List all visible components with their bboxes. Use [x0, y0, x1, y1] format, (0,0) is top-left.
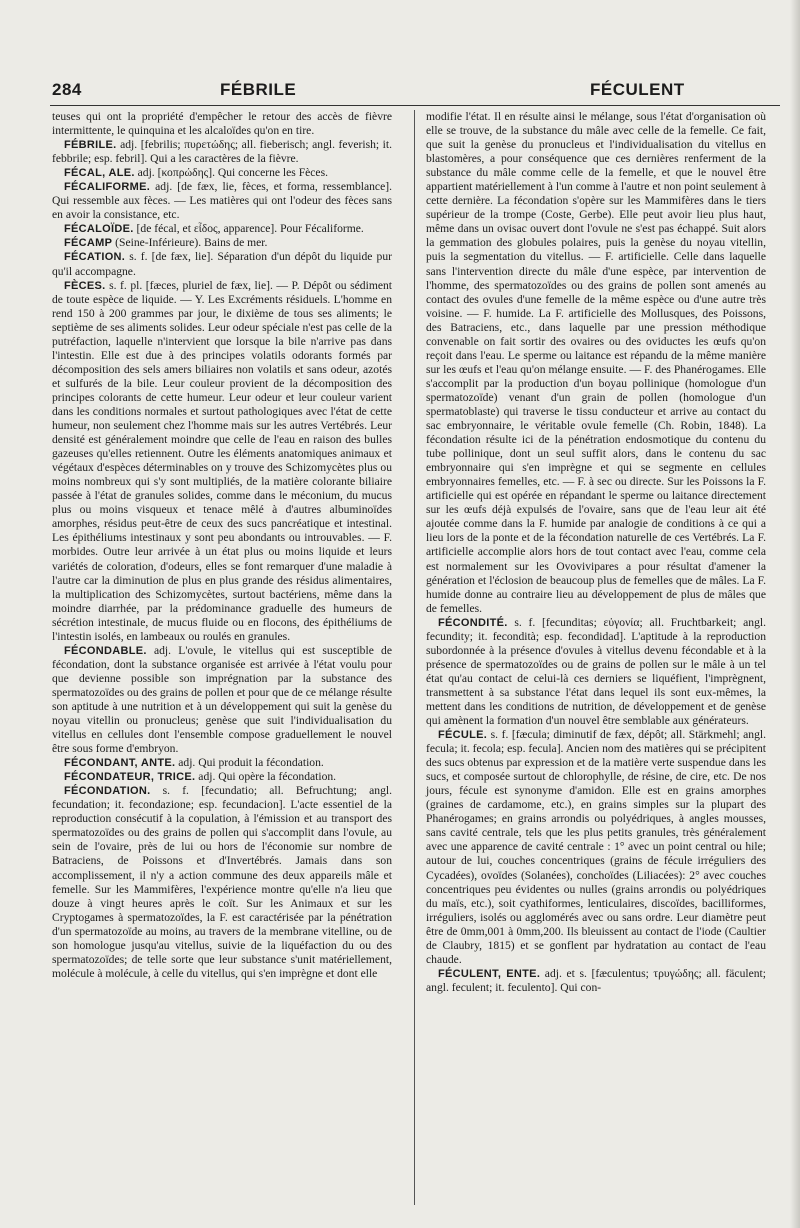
dictionary-entry	[52, 138, 392, 166]
entry-text: s. f. [fecundatio; all. Befruchtung; angl. fecundation; it. fecondazione; esp. fecundacion]. L'acte essentiel de la reproduction consécutif à la copulation, à l'émission et au transport des spermatozoïdes ou des grains de pollen qui s'accomplit dans l'ovule, au sein de l'ovaire, près de lui ou hors de l'économie sur nombre de Batraciens, de Poissons et d'Invertébrés. Jamais dans son accomplissement, il n'y a action commune des deux appareils mâle et femelle. Sur les Mammifères, l'expérience montre qu'elle n'a lieu que douze à vingt heures après le coït. Sur les Animaux et sur les Cryptogames à spermatozoïdes, la F. est caractérisée par la pénétration d'un spermatozoïde au moins, au travers de la membrane vitelline, ou de son homologue jusqu'au vitellus, suivie de la liquéfaction du ou des spermatozoïdes; de telle sorte que leur substance s'unit matériellement, molécule à molécule, à celle du vitellus, qui s'en imprègne et dont elle	[52, 784, 392, 980]
entry-headword: FÉCULE.	[438, 729, 488, 742]
dictionary-entry	[52, 222, 392, 236]
entry-text: teuses qui ont la propriété d'empêcher le retour des accès de fièvre intermittente, le quinquina et les alcaloïdes qu'on en tire.	[52, 110, 392, 138]
left-running-head: FÉBRILE	[220, 80, 297, 99]
entry-text: s. f. [fæcula; diminutif de fæx, dépôt; all. Stärkmehl; angl. fecula; it. fecola; esp. fecula]. Ancien nom des matières qui se précipitent des sucs obtenus par expression et de la matière verte suspendue dans les sucs, et composée surtout de chlorophylle, de résine, de cire, etc. De nos jours, fécule est synonyme d'amidon. Elle est en grains amorphes (graines de cardamome, etc.), en grains simples sur la plupart des Phanérogames; en grains arrondis ou polyédriques, à angles mousses, sans cavité centrale, tels que les plus petits granules, très généralement avec une apparence de cavité centrale : 1° avec un point central ou hile; autour de lui, couches concentriques (grains de fécule irréguliers des Cycadées), ovoïdes (Solanées), conchoïdes (Liliacées): 2° avec couches concentriques peu évidentes ou nulles (grains arrondis ou polyédriques du maïs, etc.), soit cyathiformes, lenticulaires, discoïdes, bacilliformes, irréguliers, isolés ou agglomérés avec ou sans ordre. Leur diamètre peut être de 0mm,001 à 0mm,200. Ils bleuissent au contact de l'iode (Caultier de Claubry, 1815) et se gonflent par hydratation au contact de l'eau chaude.	[426, 728, 766, 966]
dictionary-entry	[52, 250, 392, 278]
entry-text: modifie l'état. Il en résulte ainsi le mélange, sous l'état d'organisation où elle se trouve, de la substance du mâle avec celle de la femelle. Ce fait, que suit la genèse du pronucleus et l'individualisation du vitellus en blastomères, a pour conséquence que ces dernières renferment de la substance du mâle comme celle de la femelle, et que le nouvel être appartient matériellement à l'un comme à l'autre et non point seulement à cette dernière. La fécondation s'opère sur les Mammifères dans le tiers supérieur de la trompe (Coste, Gerbe). Elle peut avoir lieu plus haut, même dans un ovisac ouvert dont l'ovule ne s'est pas échappé. Suit alors la gemmation des globules polaires, puis la genèse du noyau vitellin, puis la segmentation du vitellus. — F. artificielle. Celle dans laquelle sans l'intervention directe du mâle d'une espèce, par intervention de l'homme, des spermatozoïdes ou des grains de pollen sont amenés au contact des ovules d'une femelle de la même espèce ou d'une autre très voisine. — F. humide. La F. artificielle des Mollusques, des Poissons, des Batraciens, etc., dans laquelle par une pression méthodique convenable on fait sortir des ovaires ou des oviductes les œufs qu'on reçoit dans l'eau. Le sperme ou laitance est répandu de la même manière sur les œufs et l'eau qu'on mélange ensuite. — F. des Phanérogames. Elle s'accomplit par la production d'un boyau pollinique (homologue d'un spermatozoïde) venant d'un grain de pollen (homologue d'un spermatoblaste) qui traverse le tissu conducteur et arrive au contact du sac embryonnaire, le véritable ovule femelle (Ch. Robin, 1848). La fécondation résulte ici de la pénétration endosmotique du contenu du tube pollinique, dont un seul suffit alors, dans le contenu du sac embryonnaire qui s'en imprègne et qui se segmente en cellules embryonnaires femelles, etc. — F. à sec ou directe. Sur les Poissons la F. artificielle qui est opérée en répandant le sperme ou laitance directement sur les œufs déjà expulsés de l'ovaire, sans que de l'eau leur ait été ajoutée comme dans la F. humide par analogie de conditions à ce qui a lieu lors de la ponte et de la fécondation naturelle de ces Vertébrés. La F. artificielle accomplie alors hors de tout contact avec l'eau, comme cela est normalement sur les Ovovivipares a pour résultat d'amener la génération et l'éclosion de beaucoup plus de femelles que de mâles. La F. humide donne au contraire lieu au développement de plus de mâles que de femelles.	[426, 110, 766, 615]
dictionary-entry	[426, 967, 766, 995]
dictionary-entry	[426, 110, 766, 616]
dictionary-entry	[52, 784, 392, 981]
page-number: 284	[52, 80, 82, 99]
left-column	[52, 110, 392, 981]
dictionary-entry	[52, 644, 392, 756]
dictionary-entry	[52, 110, 392, 138]
entry-text: s. f. [fecunditas; εὐγονία; all. Fruchtbarkeit; angl. fecundity; it. fecondità; esp. fecondidad]. L'aptitude à la reproduction subordonnée à la présence d'ovules à vitellus devenu fécondable et à la présence de spermatozoïdes ou de grains de pollen sur le mâle à un tel état qu'au contact de celui-là ces derniers se liquéfient, l'imprègnent, transmettent à sa substance l'état dans lequel ils sont eux-mêmes, la mettent dans les conditions de nutrition, de développement et de genèse qui amènent la formation d'un nouvel être semblable aux générateurs.	[426, 615, 767, 728]
entry-text: s. f. [de fæx, lie]. Séparation d'un dépôt du liquide pur qu'il accompagne.	[52, 250, 392, 278]
entry-headword: FÉCONDABLE.	[64, 644, 147, 657]
header-rule	[50, 105, 780, 106]
page-edge-shadow	[790, 0, 800, 1228]
entry-text: (Seine-Inférieure). Bains de mer.	[115, 236, 268, 250]
right-column	[426, 110, 766, 995]
entry-text: adj. Qui produit la fécondation.	[178, 756, 324, 770]
dictionary-entry	[426, 616, 766, 728]
entry-headword: FÈCES.	[64, 279, 106, 292]
entry-headword: FÉCALIFORME.	[64, 181, 151, 194]
right-running-head: FÉCULENT	[590, 80, 685, 99]
entry-text: s. f. pl. [fæces, pluriel de fæx, lie]. — P. Dépôt ou sédiment de toute espèce de liquide. — Y. Les Excréments résiduels. L'homme en rend 150 à 200 grammes par jour, le dixième de tous ses aliments; le septième de ses aliments solides. Leur odeur spéciale n'est pas celle de la putréfaction, laquelle n'intervient que lorsque la bile n'arrive pas dans l'intestin. Elle est due à des principes volatils odorants formés par décomposition des sels amers biliaires non volatils et sans odeur, azotés et sulfurés de la bile. Leur couleur provient de la décomposition des principes colorants de cette humeur. Leur odeur et leur couleur varient dans les conditions normales et surtout pathologiques avec l'état de cette humeur, non seulement chez l'homme mais sur les autres Vertébrés. Leur densité est généralement moindre que celle de l'eau en raison des bulles gazeuses qu'elles retiennent. Outre les éléments anatomiques animaux et végétaux d'espèces déterminables on y trouve des Schizomycètes plus ou moins nombreux qui s'y sont multipliés, de la matière colorante biliaire passée à l'état de granules solides, comme dans le méconium, du mucus plus ou moins visqueux et tenace mêlé à d'autres albuminoïdes amorphes, résidus peut-être de ceux des sucs pancréatique et intestinal. Les épithéliums intestinaux y sont peu abondants ou introuvables. — F. morbides. Outre leur arrivée à un état plus ou moins liquide et leurs variétés de coloration, d'odeurs, elles se font remarquer d'une maladie à l'autre car la diminution de plus en plus grande des résidus alimentaires, la multiplication des Schizomycètes, surtout bactériens, même dans la moindre diarrhée, par la prédominance graduelle des humeurs de sécrétion intestinale, de mucus fluide ou en flocons, des épithéliums de l'intestin isolés, en lambeaux ou roulés en granules.	[52, 278, 392, 643]
dictionary-entry	[426, 728, 766, 967]
entry-headword: FÉCONDANT, ANTE.	[64, 757, 176, 770]
entry-text: adj. et s. [fæculentus; τρυγώδης; all. fäculent; angl. feculent; it. feculento]. Qui con-	[426, 966, 766, 994]
column-divider	[414, 110, 415, 1205]
entry-headword: FÉCATION.	[64, 251, 126, 264]
dictionary-entry	[52, 770, 392, 784]
entry-headword: FÉCAMP	[64, 237, 113, 250]
entry-headword: FÉCAL, ALE.	[64, 167, 135, 180]
entry-headword: FÉCONDATION.	[64, 785, 151, 798]
dictionary-entry	[52, 180, 392, 222]
entry-text: adj. [febrilis; πυρετώδης; all. fieberisch; angl. feverish; it. febbrile; esp. febril]. Qui a les caractères de la fièvre.	[52, 138, 392, 166]
entry-text: [de fécal, et εἶδος, apparence]. Pour Fécaliforme.	[136, 222, 364, 236]
entry-text: adj. [κοπρώδης]. Qui concerne les Fèces.	[137, 166, 328, 180]
entry-text: adj. [de fæx, lie, fèces, et forma, ressemblance]. Qui ressemble aux fèces. — Les matières qui ont l'odeur des fèces sans en avoir la consistance, etc.	[52, 180, 392, 222]
running-header	[0, 80, 800, 106]
dictionary-entry	[52, 236, 392, 250]
dictionary-entry	[52, 166, 392, 180]
entry-headword: FÉCALOÏDE.	[64, 223, 134, 236]
entry-text: adj. L'ovule, le vitellus qui est susceptible de fécondation, dont la substance organisée est arrivée à l'état voulu pour que devienne possible son imprégnation par la substance des spermatozoïdes ou des grains de pollen et pour que de ce mélange résulte son aptitude à une nutrition et à un développement qui suit la genèse du noyau vitellin ou pronucleus; genèse que suit l'individualisation du vitellus en cellules dont l'ensemble compose graduellement le nouvel être sous forme d'embryon.	[52, 643, 392, 756]
entry-headword: FÉCONDATEUR, TRICE.	[64, 771, 196, 784]
dictionary-entry	[52, 279, 392, 644]
entry-headword: FÉCONDITÉ.	[438, 616, 508, 629]
entry-headword: FÉCULENT, ENTE.	[438, 967, 541, 980]
dictionary-entry	[52, 756, 392, 770]
entry-headword: FÉBRILE.	[64, 139, 117, 152]
entry-text: adj. Qui opère la fécondation.	[198, 770, 337, 784]
